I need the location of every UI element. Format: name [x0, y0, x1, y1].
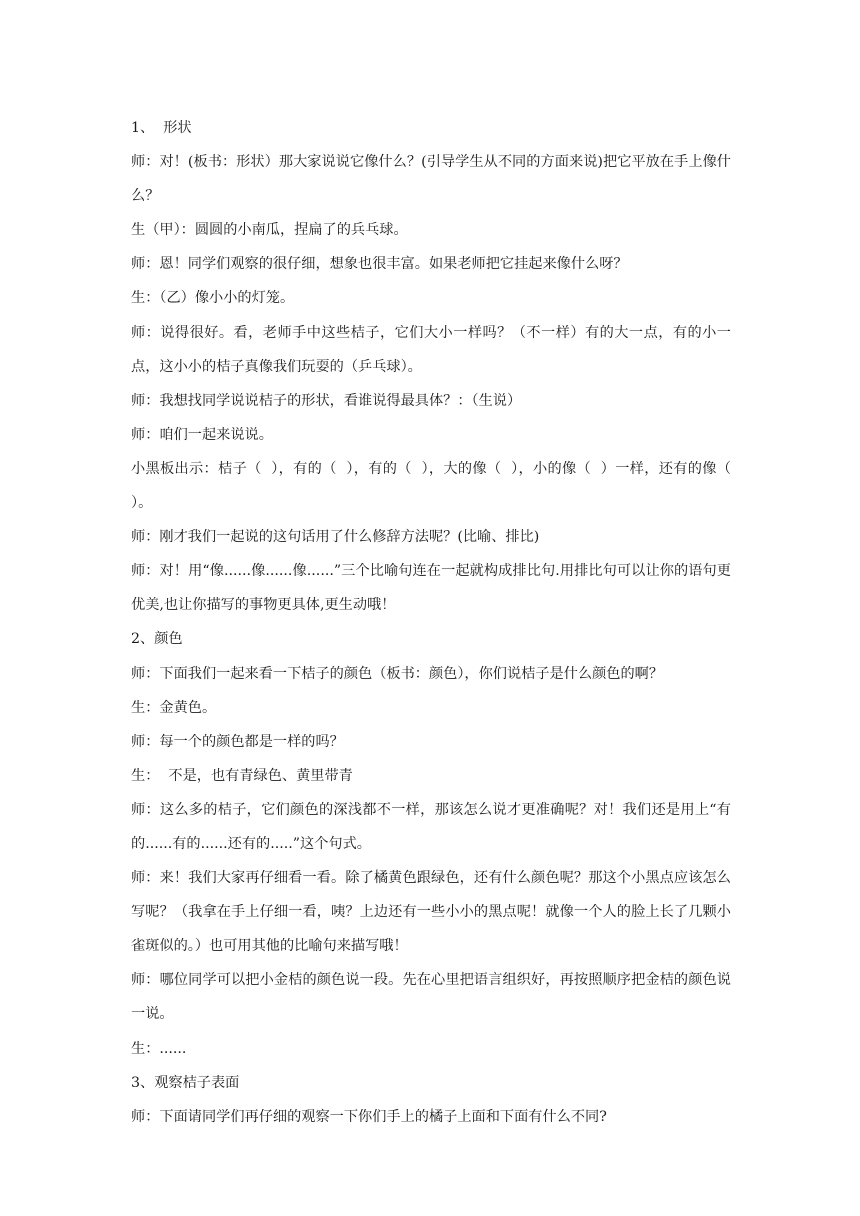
paragraph: 生：......: [131, 1040, 187, 1057]
paragraph: 生：金黄色。: [131, 699, 217, 716]
paragraph: 师：我想找同学说说桔子的形状，看谁说得最具体？：（生说）: [131, 392, 522, 409]
paragraph: 师：说得很好。看，老师手中这些桔子，它们大小一样吗？（不一样）有的大一点，有的小一点，这小小的桔子真像我们玩耍的（乒乓球）。: [131, 324, 731, 375]
section-heading-color: 2、颜色: [131, 631, 183, 648]
paragraph: 师：对！(板书：形状）那大家说说它像什么？(引导学生从不同的方面来说)把它平放在手上像什么？: [131, 154, 731, 205]
paragraph: 生（甲）：圆圆的小南瓜，捏扁了的兵乓球。: [131, 222, 408, 239]
paragraph: 生：（乙）像小小的灯笼。: [131, 290, 295, 307]
paragraph: 师：哪位同学可以把小金桔的颜色说一段。先在心里把语言组织好，再按照顺序把金桔的颜色说一说。: [131, 972, 731, 1023]
section-heading-surface: 3、观察桔子表面: [131, 1074, 240, 1091]
paragraph: 师：刚才我们一起说的这句话用了什么修辞方法呢？(比喻、排比): [131, 529, 540, 546]
document-body: [131, 111, 741, 1134]
paragraph: 师：对！用“像......像......像......”三个比喻句连在一起就构成排比句.用排比句可以让你的语句更优美,也让你描写的事物更具体,更生动哦！: [131, 563, 731, 614]
paragraph: 师：恩！同学们观察的很仔细，想象也很丰富。如果老师把它挂起来像什么呀？: [131, 256, 628, 273]
paragraph: 师：来！我们大家再仔细看一看。除了橘黄色跟绿色，还有什么颜色呢？那这个小黑点应该怎么写呢？（我拿在手上仔细一看，咦？上边还有一些小小的黑点呢！就像一个人的脸上长了几颗小雀斑似的。）也可用其他的比喻句来描写哦！: [131, 870, 731, 955]
paragraph: 师：每一个的颜色都是一样的吗？: [131, 733, 344, 750]
paragraph: 师：咱们一起来说说。: [131, 426, 273, 443]
paragraph: 小黑板出示：桔子（ ），有的（ ），有的（ ），大的像（ ），小的像（ ）一样，还有的像（ ）。: [131, 460, 741, 512]
paragraph: 生： 不是，也有青绿色、黄里带青: [131, 767, 353, 784]
section-heading-shape: 1、 形状: [131, 120, 192, 136]
paragraph: 师：下面我们一起来看一下桔子的颜色（板书：颜色），你们说桔子是什么颜色的啊？: [131, 665, 664, 682]
paragraph: 师：这么多的桔子，它们颜色的深浅都不一样，那该怎么说才更准确呢？对！我们还是用上“有的......有的......还有的.....”这个句式。: [131, 801, 731, 852]
paragraph: 师：下面请同学们再仔细的观察一下你们手上的橘子上面和下面有什么不同?: [131, 1108, 607, 1125]
